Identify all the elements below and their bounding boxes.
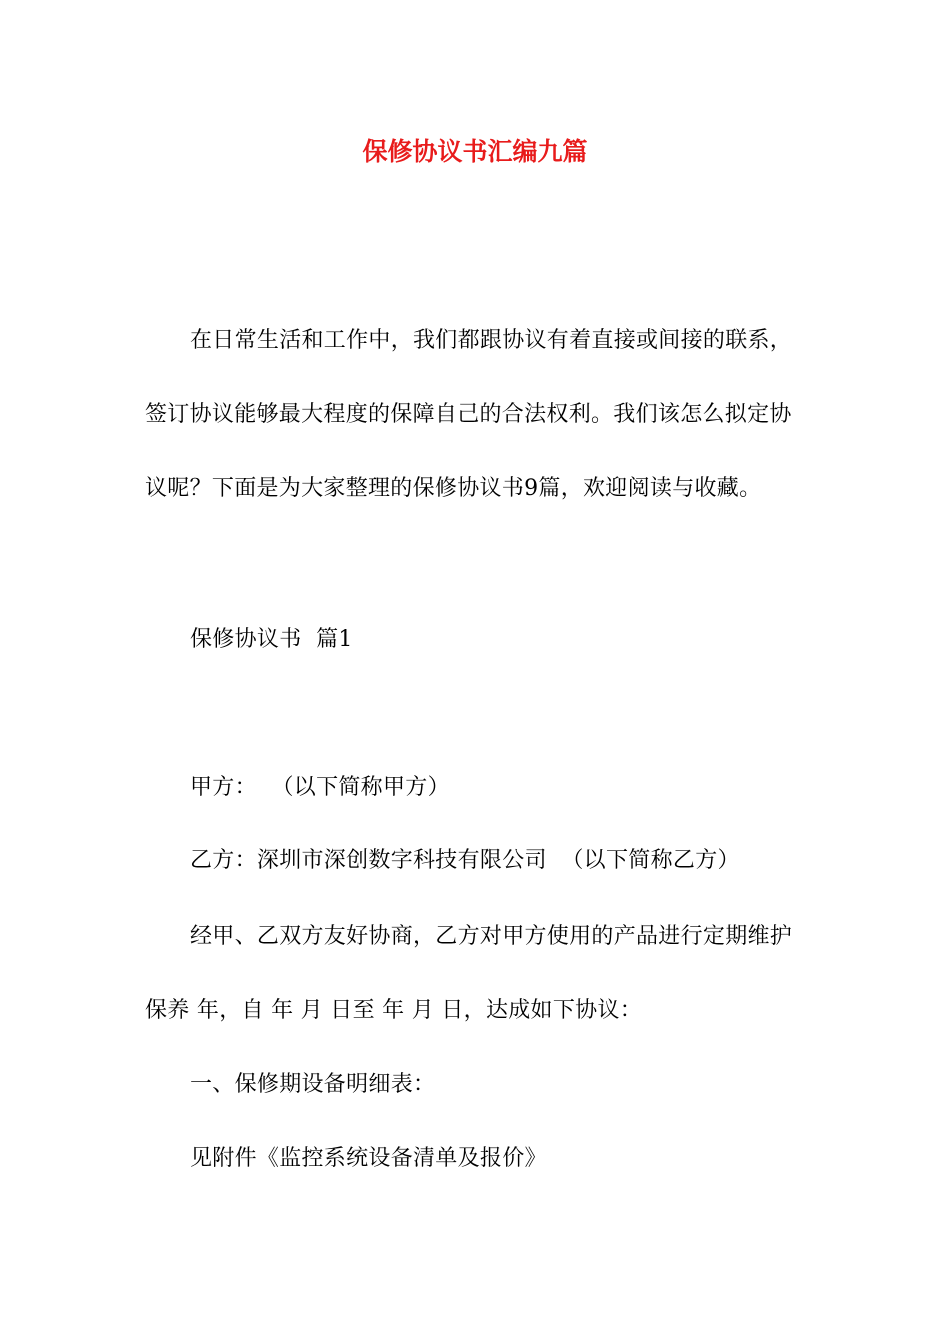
agreement-paragraph-line-1: 经甲、乙双方友好协商，乙方对甲方使用的产品进行定期维护 [190, 924, 793, 949]
intro-paragraph-line-2: 签订协议能够最大程度的保障自己的合法权利。我们该怎么拟定协 [145, 402, 792, 427]
intro-paragraph-line-1: 在日常生活和工作中，我们都跟协议有着直接或间接的联系， [190, 328, 793, 353]
clause-1-heading: 一、保修期设备明细表： [190, 1072, 436, 1097]
agreement-paragraph-line-2: 保养 年，自 年 月 日至 年 月 日，达成如下协议： [145, 998, 643, 1023]
party-b-line: 乙方：深圳市深创数字科技有限公司 （以下简称乙方） [190, 848, 740, 873]
party-a-line: 甲方： （以下简称甲方） [190, 775, 450, 800]
clause-1-text: 见附件《监控系统设备清单及报价》 [190, 1146, 547, 1171]
intro-paragraph-line-3: 议呢？下面是为大家整理的保修协议书9篇，欢迎阅读与收藏。 [145, 476, 762, 501]
section-heading: 保修协议书 篇1 [190, 627, 353, 652]
document-title: 保修协议书汇编九篇 [362, 137, 588, 166]
